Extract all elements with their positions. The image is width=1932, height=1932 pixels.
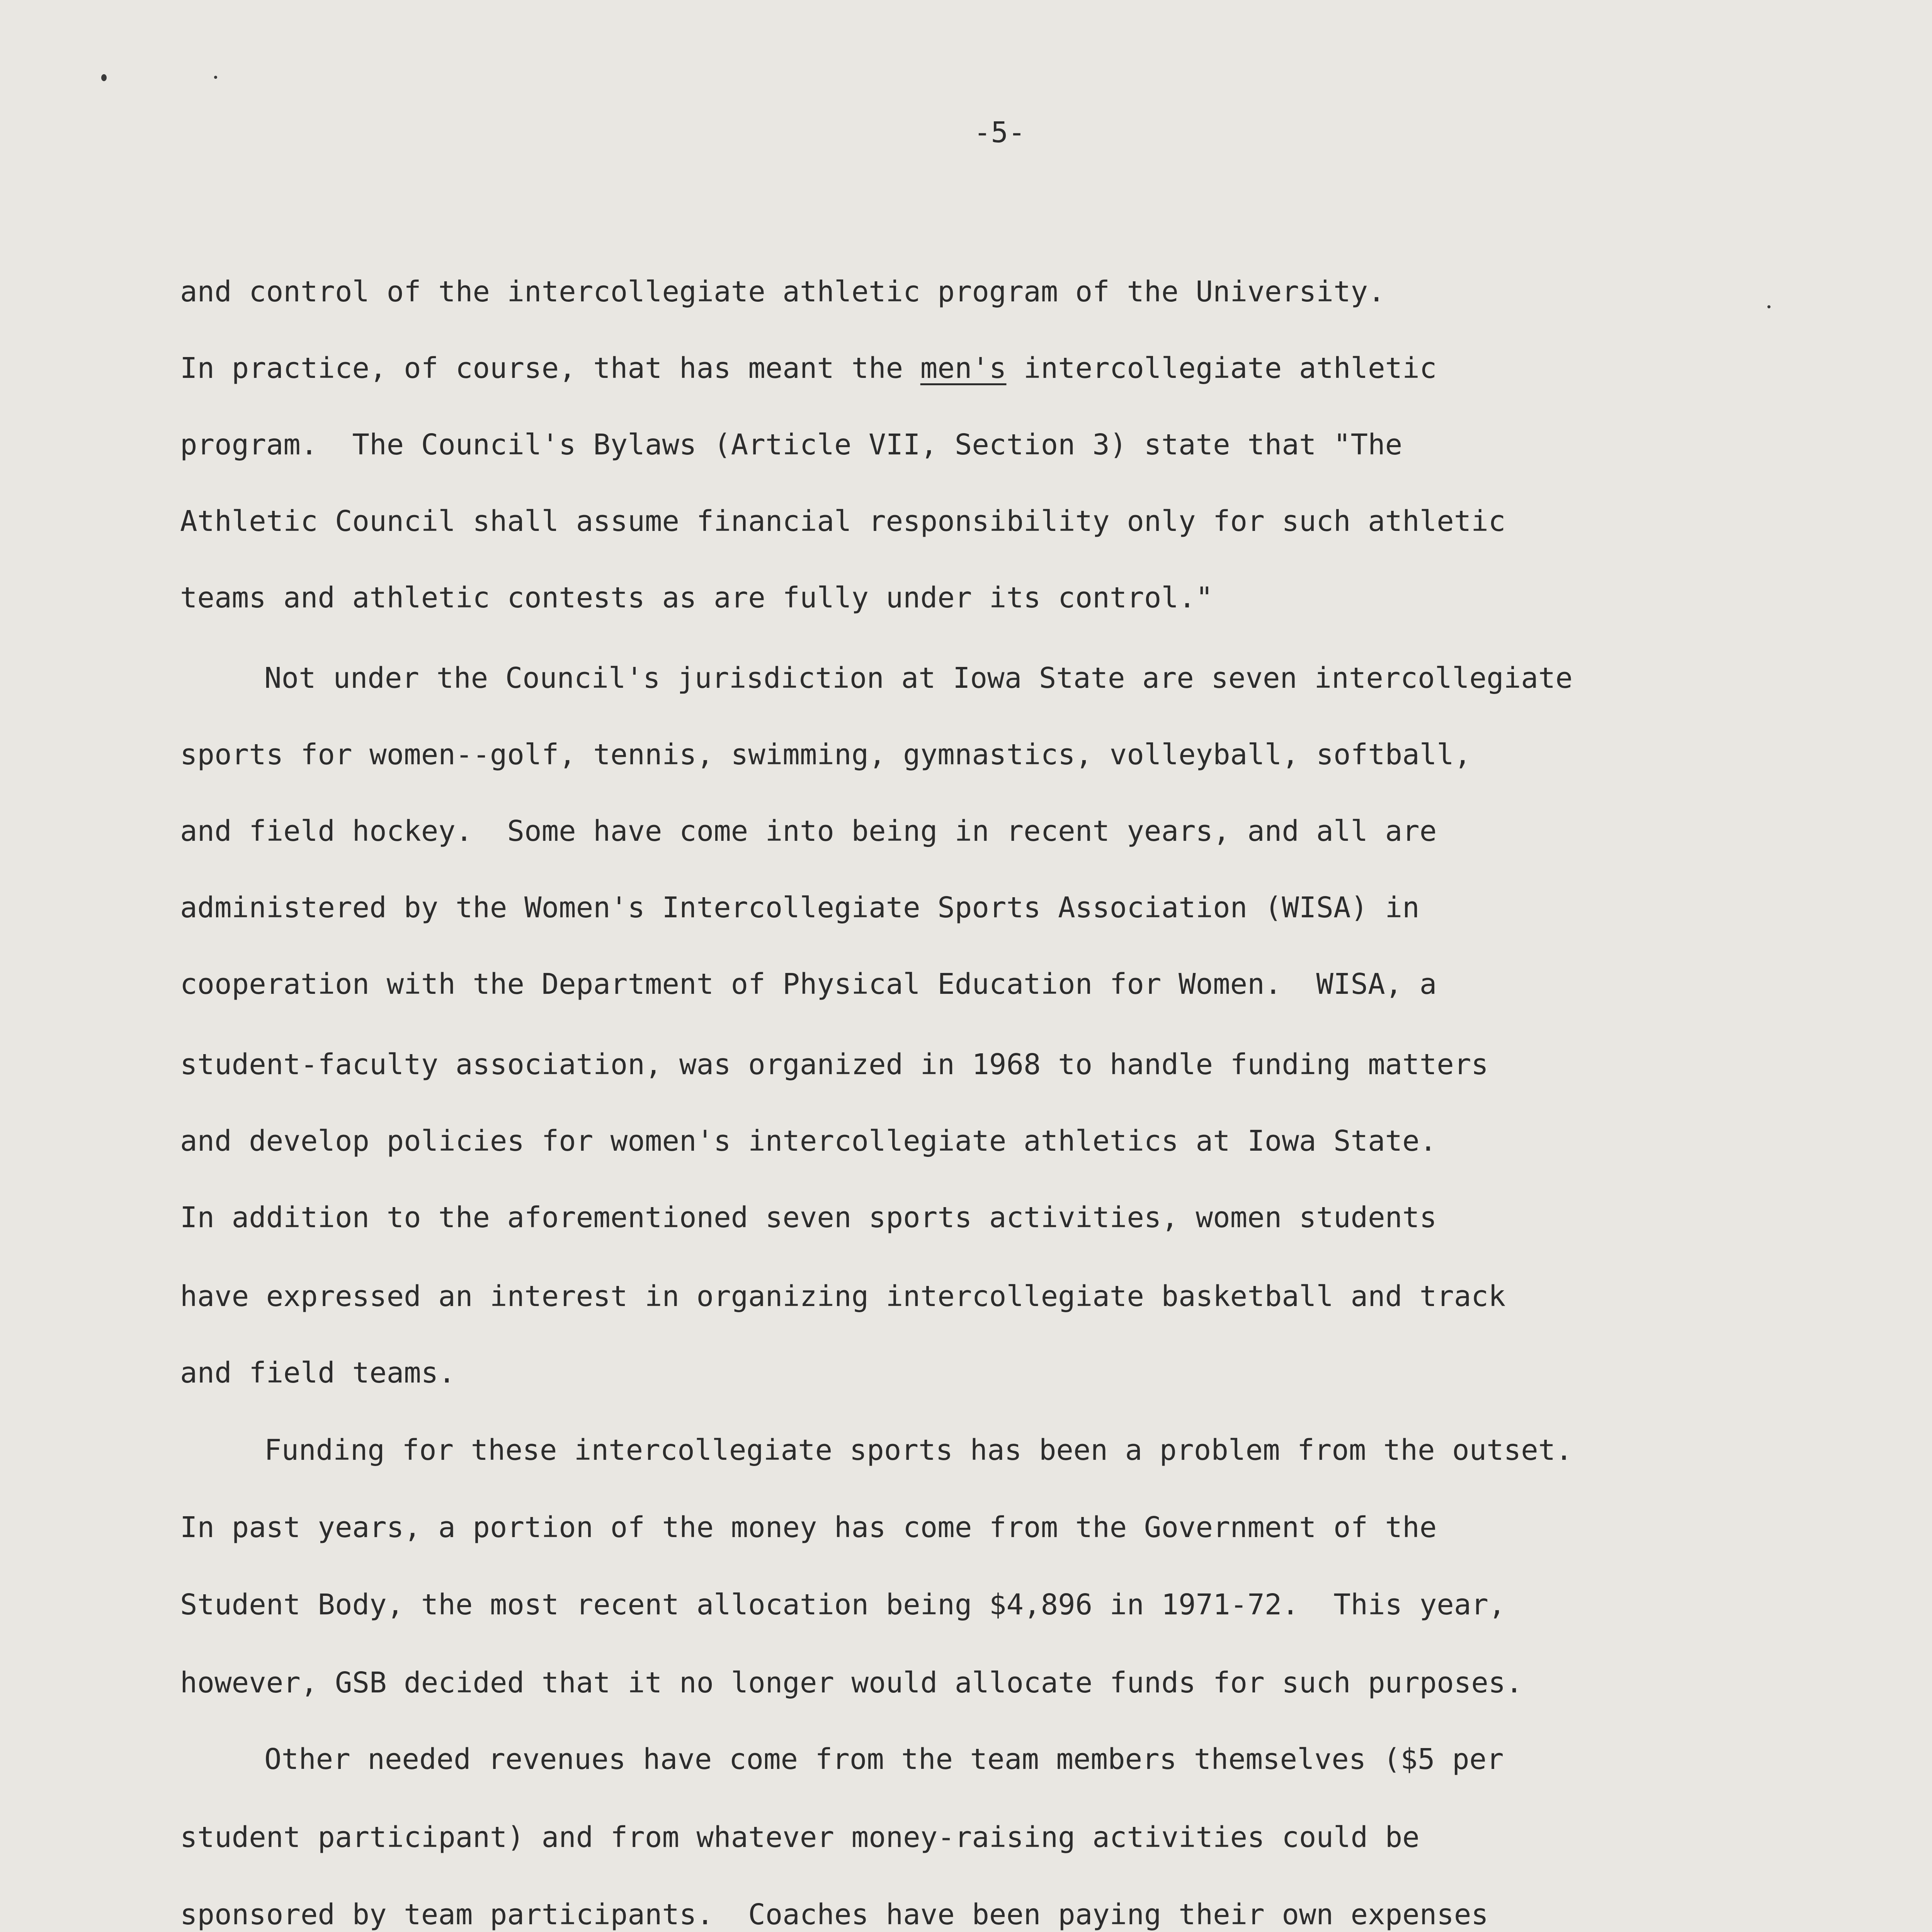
text-line: teams and athletic contests as are fully under its control."	[180, 581, 1213, 614]
text-line: student participant) and from whatever money-raising activities could be	[180, 1821, 1420, 1854]
paper-speck	[214, 76, 217, 79]
text-line: however, GSB decided that it no longer would allocate funds for such purposes.	[180, 1666, 1523, 1699]
text-line: cooperation with the Department of Physical Education for Women. WISA, a	[180, 968, 1437, 1001]
text-line: In past years, a portion of the money has come from the Government of the	[180, 1511, 1437, 1544]
page-number: -5-	[974, 116, 1026, 149]
text-line: Other needed revenues have come from the team members themselves ($5 per	[264, 1743, 1504, 1776]
text-line: Not under the Council's jurisdiction at Iowa State are seven intercollegiate	[264, 662, 1573, 695]
text-line: In addition to the aforementioned seven sports activities, women students	[180, 1201, 1437, 1234]
text-line: program. The Council's Bylaws (Article VII, Section 3) state that "The	[180, 428, 1403, 461]
text-line: student-faculty association, was organized in 1968 to handle funding matters	[180, 1048, 1488, 1081]
text-segment: In practice, of course, that has meant the	[180, 352, 920, 385]
text-line: Athletic Council shall assume financial responsibility only for such athletic	[180, 505, 1506, 538]
text-line: administered by the Women's Intercollegiate Sports Association (WISA) in	[180, 891, 1420, 924]
underlined-word: men's	[920, 352, 1007, 385]
text-line: and field teams.	[180, 1356, 456, 1389]
text-line: and field hockey. Some have come into being in recent years, and all are	[180, 815, 1437, 848]
text-line: and control of the intercollegiate athletic program of the University.	[180, 275, 1385, 308]
text-line: and develop policies for women's intercollegiate athletics at Iowa State.	[180, 1124, 1437, 1158]
paper-speck	[1767, 305, 1770, 308]
text-line: Student Body, the most recent allocation being $4,896 in 1971-72. This year,	[180, 1588, 1506, 1621]
text-line: have expressed an interest in organizing intercollegiate basketball and track	[180, 1280, 1506, 1313]
text-line	[180, 354, 1437, 383]
paper-speck	[101, 74, 107, 81]
text-line: sponsored by team participants. Coaches have been paying their own expenses	[180, 1898, 1488, 1931]
text-line: Funding for these intercollegiate sports has been a problem from the outset.	[264, 1434, 1573, 1467]
text-line: sports for women--golf, tennis, swimming, gymnastics, volleyball, softball,	[180, 738, 1471, 771]
text-segment: intercollegiate athletic	[1006, 352, 1437, 385]
